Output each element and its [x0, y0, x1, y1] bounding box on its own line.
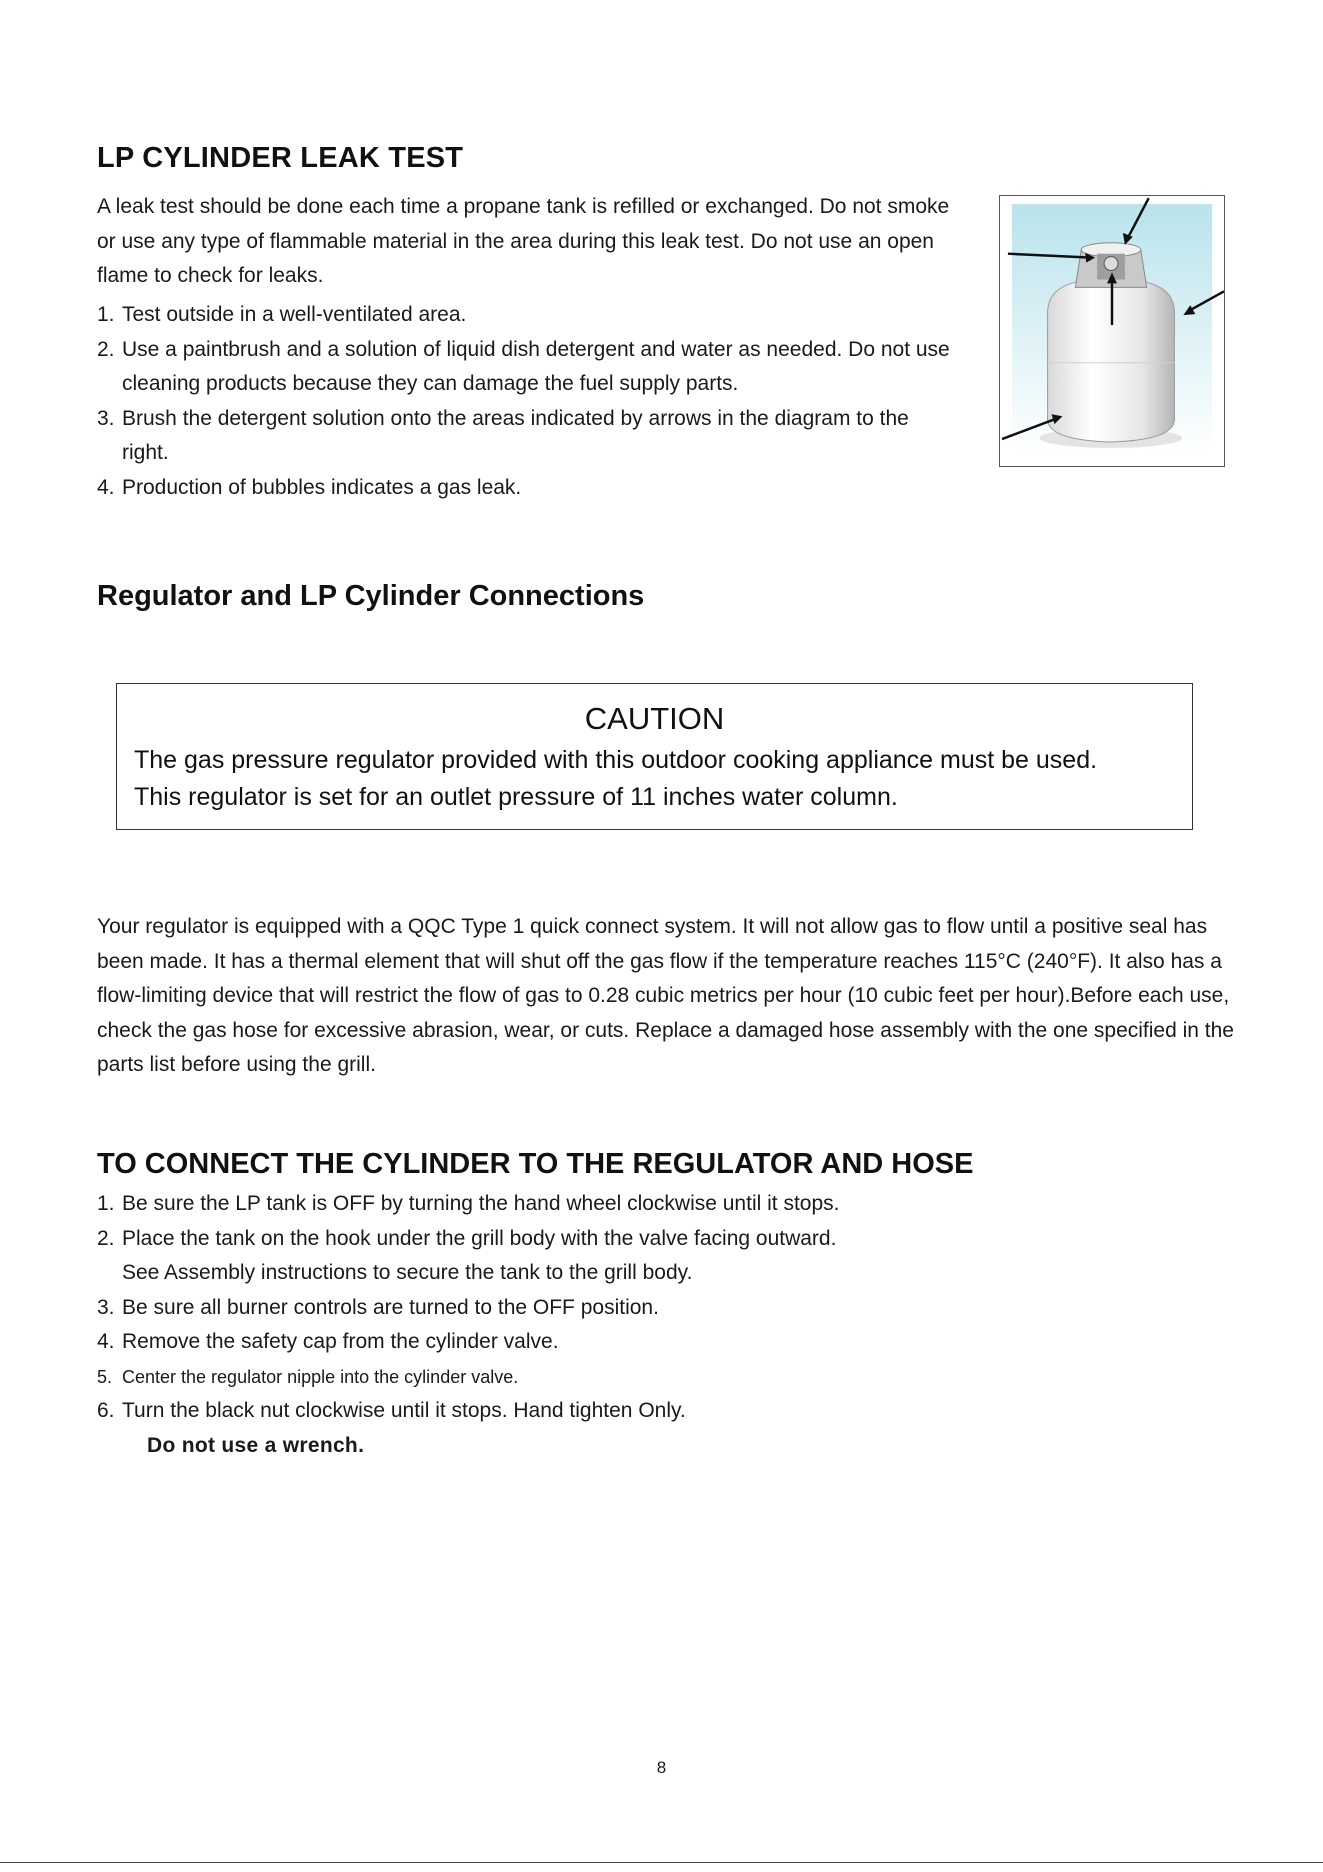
- step-number: 3.: [97, 1295, 115, 1319]
- step-text: Brush the detergent solution onto the areas indicated by arrows in the diagram to the right.: [122, 406, 909, 464]
- step-number: 1.: [97, 1192, 115, 1215]
- list-item: [97, 1187, 997, 1222]
- caution-line: This regulator is set for an outlet pressure of 11 inches water column.: [134, 783, 898, 811]
- page-number: 8: [656, 1758, 667, 1777]
- step-text: Be sure all burner controls are turned to the OFF position.: [122, 1295, 659, 1319]
- caution-title: CAUTION: [584, 701, 725, 736]
- step-text: Turn the black nut clockwise until it stops. Hand tighten Only.: [122, 1399, 686, 1422]
- page-bottom-rule: [0, 1862, 1323, 1863]
- step-number: 6.: [97, 1399, 115, 1422]
- step-text: Production of bubbles indicates a gas leak.: [122, 475, 522, 499]
- step-text: Center the regulator nipple into the cylinder valve.: [122, 1366, 519, 1387]
- list-item: [97, 1394, 997, 1429]
- step-number: 2.: [97, 337, 115, 361]
- step-number: 5.: [97, 1366, 113, 1387]
- list-item: [97, 1325, 997, 1360]
- list-item: [97, 333, 972, 402]
- caution-text: [134, 742, 1097, 816]
- step-number: 4.: [97, 1330, 115, 1353]
- list-item: [97, 1429, 997, 1464]
- step-number: 2.: [97, 1226, 115, 1250]
- step-text-continued: See Assembly instructions to secure the tank to the grill body.: [122, 1261, 693, 1284]
- wrench-warning: Do not use a wrench.: [147, 1433, 365, 1457]
- propane-tank-diagram: [999, 195, 1225, 467]
- connect-steps: [97, 1187, 997, 1463]
- leak-test-heading: LP CYLINDER LEAK TEST: [97, 142, 464, 174]
- step-text: Be sure the LP tank is OFF by turning the hand wheel clockwise until it stops.: [122, 1192, 840, 1215]
- step-number: 4.: [97, 475, 115, 499]
- step-text: Test outside in a well-ventilated area.: [122, 303, 467, 326]
- qqc-paragraph: Your regulator is equipped with a QQC Type 1 quick connect system. It will not allow gas to flow until a positive seal has been made. It has a thermal element that will shut off the gas flow if the temperature reaches 115°C (240°F). It also has a flow-limiting device that will restrict the flow of gas to 0.28 cubic metrics per hour (10 cubic feet per hour).Before each use, check the gas hose for excessive abrasion, wear, or cuts. Replace a damaged hose assembly with the one specified in the parts list before using the grill.: [97, 915, 1234, 1076]
- list-item: [97, 1360, 997, 1395]
- leak-test-steps: [97, 298, 977, 505]
- list-item: [97, 471, 977, 506]
- step-number: 3.: [97, 406, 115, 430]
- leak-test-intro: A leak test should be done each time a propane tank is refilled or exchanged. Do not smoke or use any type of flammable material in the area during this leak test. Do not use an open flame to check for leaks.: [97, 195, 950, 287]
- step-number: 1.: [97, 303, 115, 326]
- caution-box: [116, 683, 1193, 830]
- caution-line: The gas pressure regulator provided with this outdoor cooking appliance must be used.: [134, 746, 1098, 774]
- step-text: Use a paintbrush and a solution of liquid dish detergent and water as needed. Do not use cleaning products because they can damage the fuel supply parts.: [122, 337, 950, 395]
- list-item: [97, 298, 977, 333]
- connect-heading: TO CONNECT THE CYLINDER TO THE REGULATOR AND HOSE: [97, 1148, 974, 1180]
- list-item: [97, 1222, 997, 1291]
- list-item: [97, 402, 957, 471]
- list-item: [97, 1291, 997, 1326]
- step-text: Place the tank on the hook under the grill body with the valve facing outward.: [122, 1226, 837, 1250]
- propane-tank-illustration: [1000, 196, 1224, 466]
- regulator-heading: Regulator and LP Cylinder Connections: [97, 580, 645, 612]
- step-text: Remove the safety cap from the cylinder valve.: [122, 1330, 559, 1353]
